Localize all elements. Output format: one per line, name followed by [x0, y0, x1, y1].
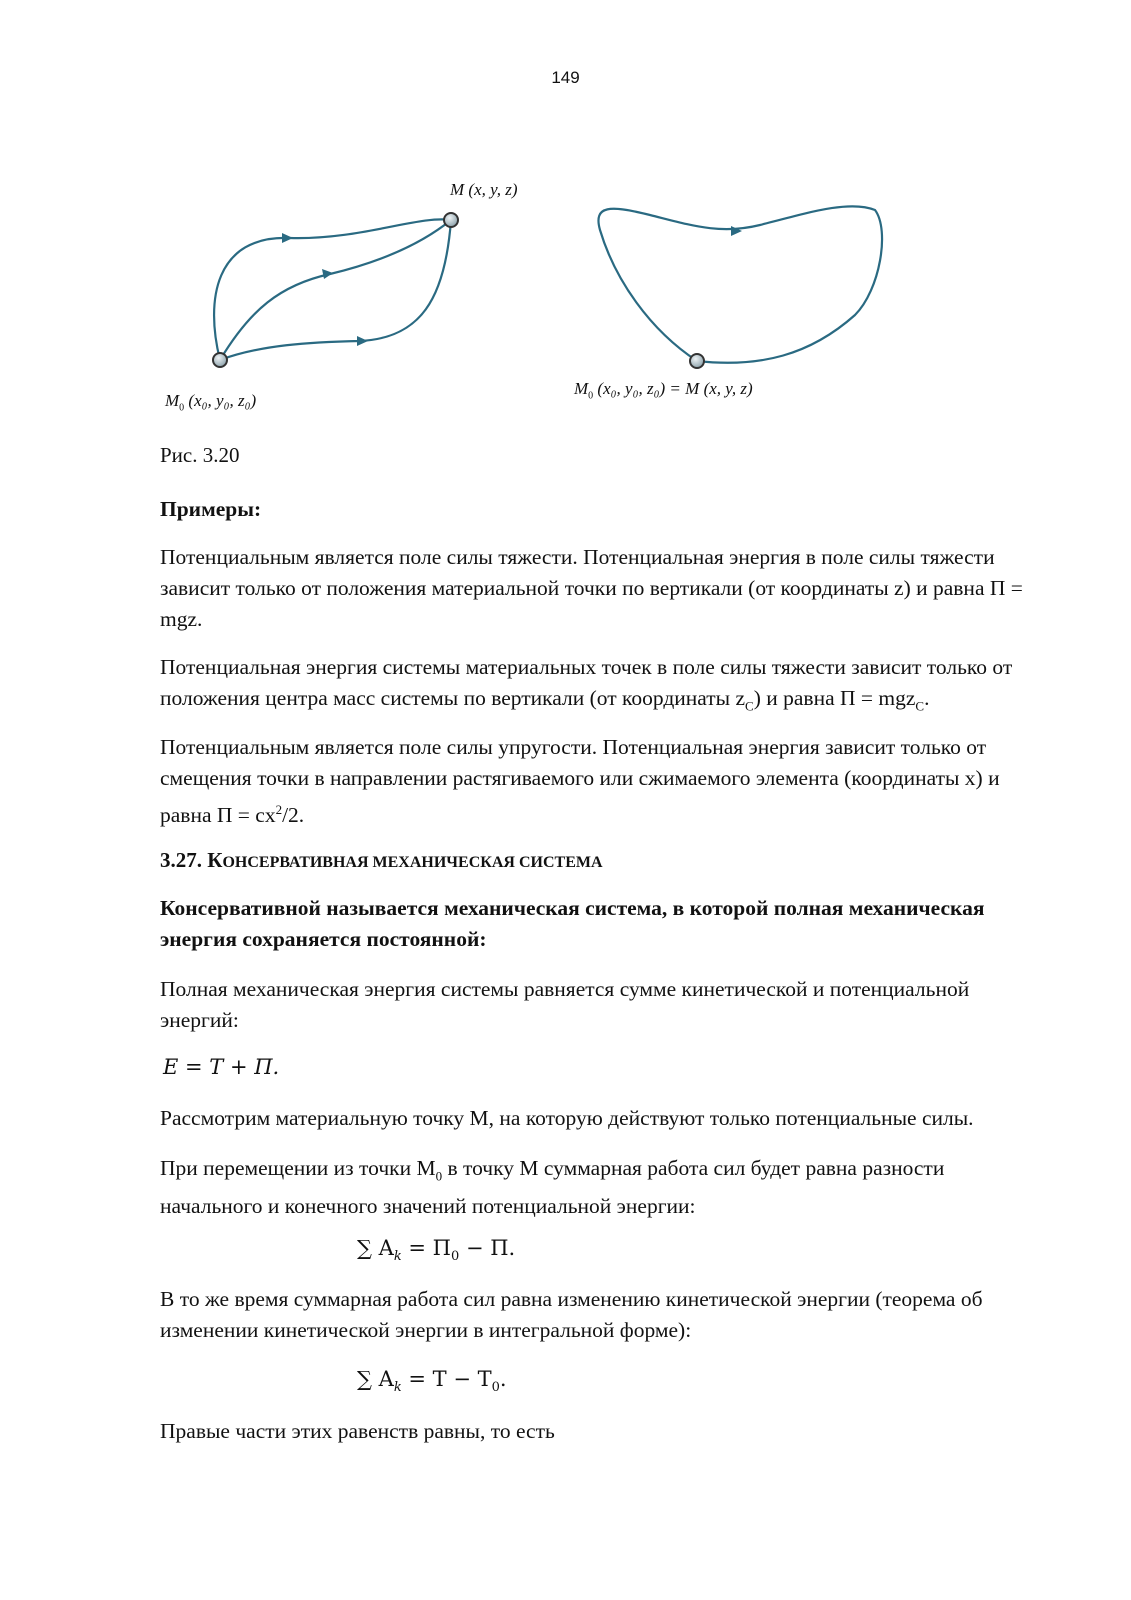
label-m: M (x, y, z) [450, 180, 518, 199]
arrow-top-icon [282, 233, 293, 243]
paragraph-conclusion: Правые части этих равенств равны, то есть [160, 1419, 555, 1443]
label-m0: $M_0$ (x₀, y₀, z₀) [165, 391, 257, 414]
arrow-middle-icon [322, 269, 333, 279]
equation-work-potential: ∑ $A_k = П_0 - П$. [357, 1236, 516, 1265]
equation-work-kinetic: ∑ $A_k = T - T_0$. [357, 1367, 507, 1396]
examples-heading: Примеры: [160, 497, 262, 521]
figure-3-20 [0, 0, 1131, 430]
paragraph-kinetic-theorem: В то же время суммарная работа сил равна изменению кинетической энергии (теорема об изменении кинетической энергии в интегральной форме): [160, 1287, 983, 1342]
arrow-bottom-icon [357, 336, 368, 346]
paragraph-displacement: При перемещении из точки $M_0$ в точку M суммарная работа сил будет равна разности начального и конечного значений потенциальной энергии: [160, 1156, 945, 1219]
closed-curve [598, 206, 882, 363]
path-curve-top [214, 219, 451, 360]
path-curve-bottom [220, 220, 451, 360]
point-m0-closed-icon [690, 354, 704, 368]
label-m0-equals-m: $M_0$ (x₀, y₀, z₀) = M (x, y, z) [574, 379, 753, 402]
paragraph-gravity: Потенциальным является поле силы тяжести. Потенциальная энергия в поле силы тяжести зависит только от положения материальной точки по вертикали (от координаты z) и равна П = mgz. [160, 545, 1023, 631]
equation-total-energy: E = T + П. [163, 1055, 280, 1079]
figure-caption: Рис. 3.20 [160, 443, 240, 467]
point-m0-icon [213, 353, 227, 367]
paragraph-system-gravity: Потенциальная энергия системы материальных точек в поле силы тяжести зависит только от положения центра масс системы по вертикали (от координаты $z_C$) и равна П = mgz$_C$. [160, 655, 1013, 714]
paragraph-point-m: Рассмотрим материальную точку M, на которую действуют только потенциальные силы. [160, 1106, 974, 1130]
page-number: 149 [551, 68, 580, 87]
path-curve-middle [220, 220, 451, 360]
point-m-icon [444, 213, 458, 227]
paragraph-total-energy: Полная механическая энергия системы равняется сумме кинетической и потенциальной энергий: [160, 977, 970, 1032]
paragraph-elasticity: Потенциальным является поле силы упругости. Потенциальная энергия зависит только от смещения точки в направлении растягиваемого или сжимаемого элемента (координаты x) и равна $П = cx^2/2$. [160, 735, 1000, 828]
definition: Консервативной называется механическая система, в которой полная механическая энергия сохраняется постоянной: [160, 896, 985, 951]
section-heading: 3.27. КОНСЕРВАТИВНАЯ МЕХАНИЧЕСКАЯ СИСТЕМА [160, 848, 603, 872]
